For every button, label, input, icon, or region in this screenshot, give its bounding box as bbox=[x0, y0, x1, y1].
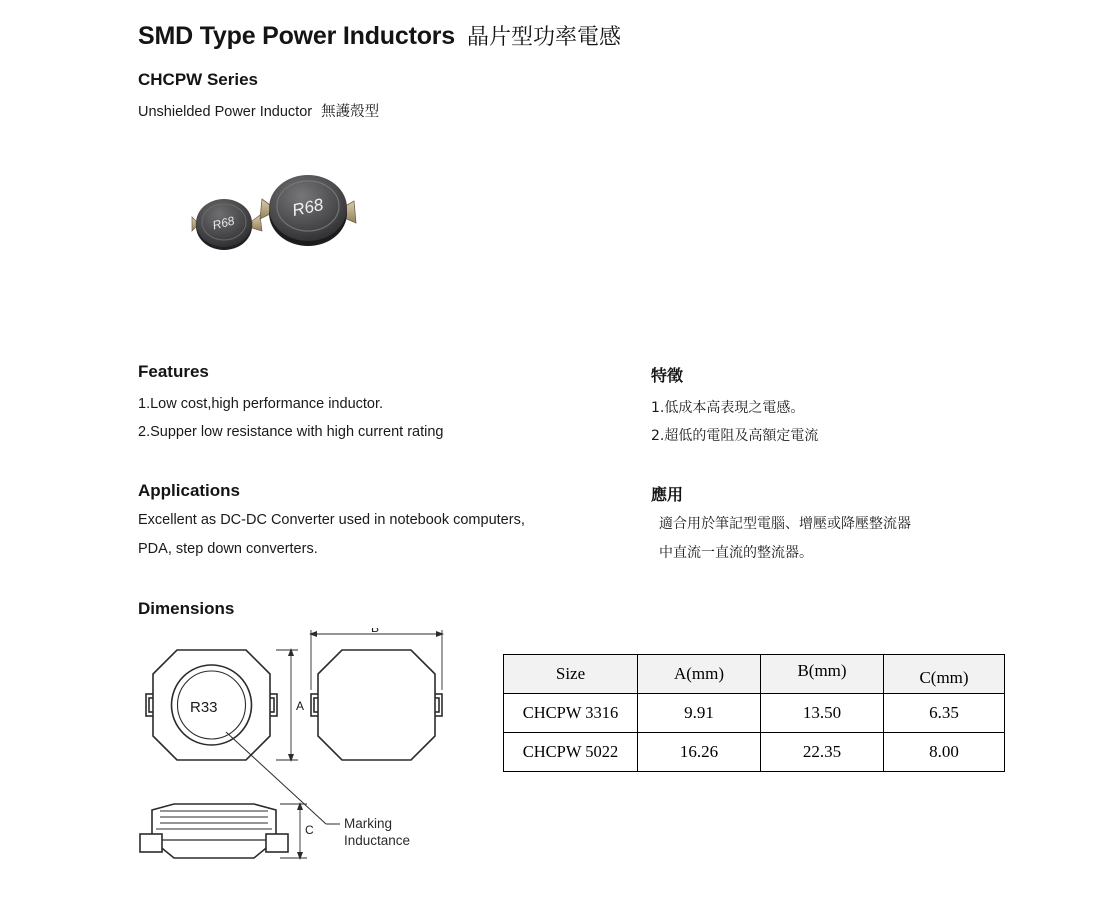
subtitle-cn: 無護殼型 bbox=[321, 104, 380, 120]
table-header-size: Size bbox=[504, 655, 638, 694]
page-title-en: SMD Type Power Inductors bbox=[138, 22, 456, 50]
table-row bbox=[504, 733, 1005, 772]
subtitle-en: Unshielded Power Inductor bbox=[138, 104, 313, 120]
features-item-1-cn: 1.低成本高表現之電感。 bbox=[651, 400, 805, 416]
row-0-c: 6.35 bbox=[884, 694, 1005, 733]
marking-callout-line2: Inductance bbox=[344, 833, 411, 848]
table-row bbox=[504, 694, 1005, 733]
features-heading: Features bbox=[138, 362, 209, 381]
row-0-b: 13.50 bbox=[761, 694, 884, 733]
features-item-2: 2.Supper low resistance with high current rating bbox=[138, 424, 444, 440]
table-header-c-text: C(mm) bbox=[919, 668, 969, 687]
photo-marking-large: R68 bbox=[290, 194, 325, 221]
features-heading-cn: 特徵 bbox=[651, 366, 684, 385]
marking-callout-line1: Marking bbox=[344, 816, 393, 831]
dimensions-drawing-svg bbox=[130, 628, 480, 888]
dimension-a-label: A bbox=[296, 699, 305, 713]
table-header-row bbox=[504, 655, 1005, 694]
features-item-1: 1.Low cost,high performance inductor. bbox=[138, 396, 384, 412]
applications-item-2: PDA, step down converters. bbox=[138, 541, 318, 557]
dimension-b-label: B bbox=[371, 628, 380, 635]
side-view bbox=[140, 804, 288, 858]
top-view-right bbox=[311, 650, 442, 760]
drawing-marking-label: R33 bbox=[190, 699, 218, 716]
row-1-a: 16.26 bbox=[638, 733, 761, 772]
applications-item-1: Excellent as DC-DC Converter used in notebook computers, bbox=[138, 512, 525, 528]
product-photo bbox=[180, 175, 400, 285]
features-item-2-cn: 2.超低的電阻及高額定電流 bbox=[651, 428, 819, 444]
dimension-c-label: C bbox=[305, 823, 314, 837]
dimensions-table bbox=[503, 654, 1005, 772]
dimensions-heading: Dimensions bbox=[138, 599, 235, 618]
applications-item-2-cn: 中直流一直流的整流器。 bbox=[659, 545, 813, 561]
applications-heading: Applications bbox=[138, 481, 241, 500]
applications-item-1-cn: 適合用於筆記型電腦、增壓或降壓整流器 bbox=[659, 516, 911, 532]
row-1-size: CHCPW 5022 bbox=[504, 733, 638, 772]
table-header-b bbox=[761, 655, 884, 694]
page-title-cn: 晶片型功率電感 bbox=[467, 25, 622, 50]
applications-heading-cn: 應用 bbox=[651, 485, 684, 504]
table-header-c bbox=[884, 655, 1005, 694]
row-0-a: 9.91 bbox=[638, 694, 761, 733]
table-header-a: A(mm) bbox=[638, 655, 761, 694]
row-1-c: 8.00 bbox=[884, 733, 1005, 772]
dimension-a bbox=[276, 648, 298, 762]
subtitle bbox=[138, 100, 379, 121]
table-header-b-text: B(mm) bbox=[797, 661, 847, 680]
product-photo-image bbox=[180, 175, 400, 290]
row-0-size: CHCPW 3316 bbox=[504, 694, 638, 733]
row-1-b: 22.35 bbox=[761, 733, 884, 772]
page-title bbox=[138, 20, 621, 51]
photo-marking-small: R68 bbox=[211, 213, 236, 233]
series-name: CHCPW Series bbox=[138, 70, 258, 89]
dimensions-drawing bbox=[130, 628, 480, 888]
